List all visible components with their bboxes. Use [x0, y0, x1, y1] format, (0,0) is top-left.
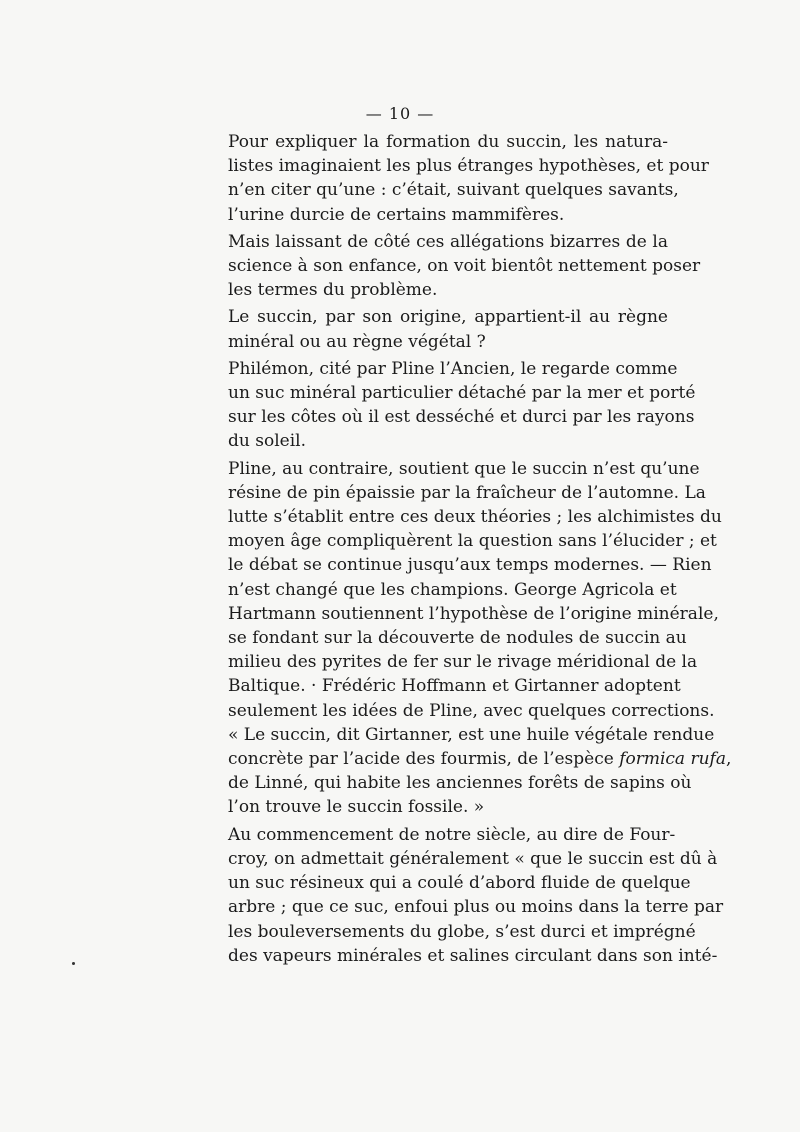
text-line: Pline, au contraire, soutient que le succin n’est qu’une: [228, 458, 700, 479]
text-line: n’est changé que les champions. George Agricola et: [228, 579, 677, 600]
paragraph: [228, 457, 732, 820]
text-line: seulement les idées de Pline, avec quelques corrections.: [228, 700, 715, 721]
text-line: l’urine durcie de certains mammifères.: [228, 204, 565, 225]
text-line: se fondant sur la découverte de nodules de succin au: [228, 628, 687, 649]
text-line: du soleil.: [228, 431, 306, 452]
text-line: le débat se continue jusqu’aux temps modernes. — Rien: [228, 555, 712, 576]
text-line: Hartmann soutiennent l’hypothèse de l’origine minérale,: [228, 603, 719, 624]
text-line: de Linné, qui habite les anciennes forêts de sapins où: [228, 773, 692, 794]
text-line: concrète par l’acide des fourmis, de l’espèce formica rufa,: [228, 749, 732, 770]
text-line: les bouleversements du globe, s’est durci et imprégné: [228, 921, 696, 942]
text-line: science à son enfance, on voit bientôt nettement poser: [228, 256, 701, 277]
text-line: milieu des pyrites de fer sur le rivage méridional de la: [228, 652, 698, 673]
paragraph: [228, 823, 724, 968]
text-line: n’en citer qu’une : c’était, suivant quelques savants,: [228, 180, 679, 201]
text-line: des vapeurs minérales et salines circulant dans son inté-: [228, 945, 718, 966]
paragraph: [228, 305, 668, 353]
text-line: arbre ; que ce suc, enfoui plus ou moins dans la terre par: [228, 897, 724, 918]
text-line: minéral ou au règne végétal ?: [228, 331, 486, 352]
text-line: Au commencement de notre siècle, au dire de Four-: [228, 824, 676, 845]
text-line: moyen âge compliquèrent la question sans l’élucider ; et: [228, 531, 717, 552]
text-line: sur les côtes où il est desséché et durci par les rayons: [228, 407, 695, 428]
text-line: un suc minéral particulier détaché par la mer et porté: [228, 383, 696, 404]
text-line: Mais laissant de côté ces allégations bizarres de la: [228, 231, 668, 252]
ink-speck: [72, 962, 75, 965]
paragraph: [228, 230, 701, 303]
text-line: croy, on admettait généralement « que le succin est dû à: [228, 848, 718, 869]
text-line: Le succin, par son origine, appartient-il au règne: [228, 307, 668, 328]
species-name: formica rufa: [619, 749, 726, 770]
text-line: un suc résineux qui a coulé d’abord fluide de quelque: [228, 873, 691, 894]
text-line: Pour expliquer la formation du succin, les natura-: [228, 132, 668, 152]
text-line: lutte s’établit entre ces deux théories ; les alchimistes du: [228, 507, 722, 528]
page-number: — 10 —: [365, 104, 435, 123]
paragraph: [228, 130, 709, 227]
text-line: « Le succin, dit Girtanner, est une huile végétale rendue: [228, 724, 715, 745]
body-text: [228, 130, 732, 971]
text-line: résine de pin épaissie par la fraîcheur de l’automne. La: [228, 482, 706, 503]
paragraph: [228, 357, 696, 454]
text-line: Baltique. · Frédéric Hoffmann et Girtanner adoptent: [228, 676, 681, 697]
text-line: listes imaginaient les plus étranges hypothèses, et pour: [228, 156, 709, 177]
text-line: les termes du problème.: [228, 280, 438, 301]
text-line: Philémon, cité par Pline l’Ancien, le regarde comme: [228, 358, 678, 379]
text-line: l’on trouve le succin fossile. »: [228, 797, 485, 818]
